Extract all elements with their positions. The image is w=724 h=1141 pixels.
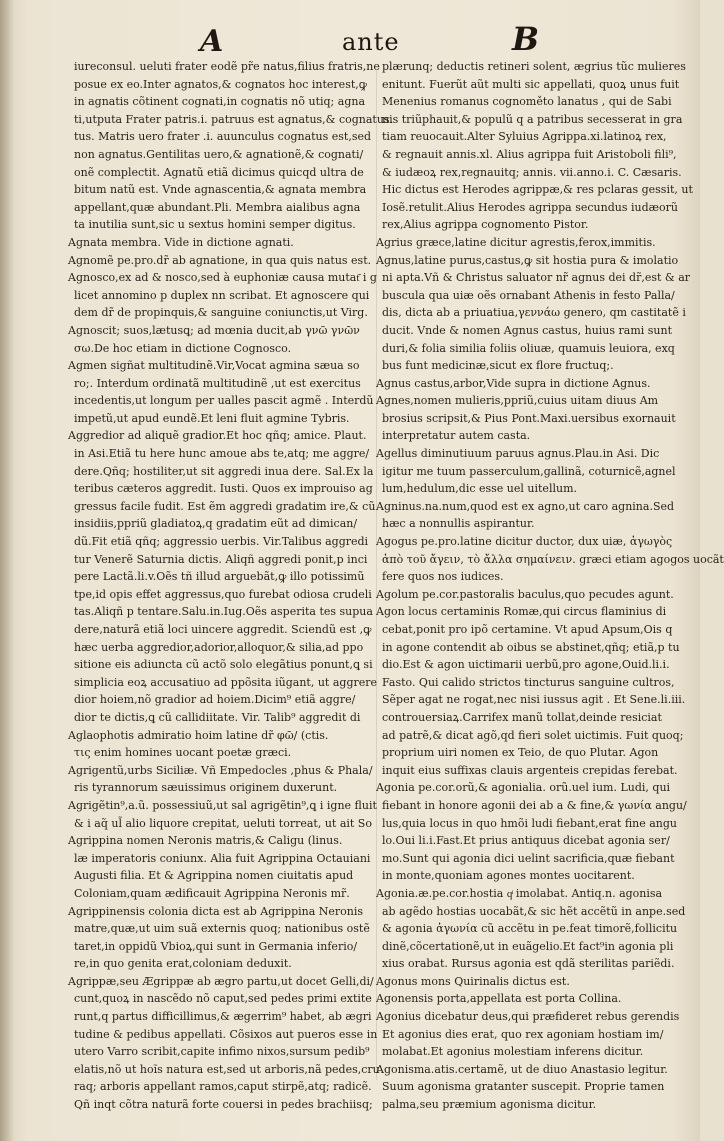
text-line: Agonia pe.cor.orũ,& agonialia. orũ.uel ium. Ludi, qui [376,781,671,795]
text-line: Et agonius dies erat, quo rex agoniam hostiam im/ [382,1027,664,1041]
text-line: matre,quæ,ut uim suã externis quoq; nationibus ostẽ [74,922,370,936]
text-line: & iudæoꝝ rex,regnauitq; annis. vii.anno.i. C. Cæsaris. [382,165,682,179]
text-line: bus funt medicinæ,sicut ex flore fructuq;. [382,359,614,373]
text-line: raq; arboris appellant ramos,caput stirpẽ,atq; radicẽ. [74,1080,372,1094]
text-line: enitunt. Fuerũt aũt multi sic appellati, quoꝝ unus fuit [382,77,680,91]
text-line: ἀπὸ τοῦ ἄγειν, τὸ ἄλλα σημαίνειν. græci etiam agogos uocãt [382,552,724,566]
text-line: taret,in oppidũ Vbioꝝ,qui sunt in Germania inferio/ [74,939,358,953]
text-line: brosius scripsit,& Pius Pont.Maxi.uersibus exornauit [382,411,676,425]
text-line: in agone contendit ab oibus se abstinet,qñq; etiã,p tu [382,640,680,654]
text-line: sitione eis adiuncta cũ actõ solo elegãtius ponunt,ꝗ si [74,658,373,672]
text-line: Agellus diminutiuum paruus agnus.Plau.in Asi. Dic [376,447,660,461]
text-line: cebat,ponit pro ipõ certamine. Vt apud Apsum,Ois q [382,623,673,636]
text-line: Iosẽ.retulit.Alius Herodes agrippa secundus iudæorũ [382,200,678,214]
text-line: runt,q partus difficillimus,& ægerrim⁹ habet, ab ægri [74,1010,372,1024]
text-line: duri,& folia similia foliis oliuæ, quamuis leuiora, exq [382,341,675,355]
text-line: Aggredior ad aliquẽ gradior.Et hoc qñq; amice. Plaut. [68,429,367,443]
text-line: utero Varro scribit,capite infimo nixos,sursum pedib⁹ [74,1045,370,1059]
text-line: ro;. Interdum ordinatã multitudinẽ ,ut est exercitus [74,376,361,390]
column-divider [376,70,377,1080]
text-line: dior hoiem,nõ gradior ad hoiem.Dicim⁹ etiã aggre/ [74,693,356,707]
text-line: ab agẽdo hostias uocabãt,& sic hẽt accẽtũ in anpe.sed [382,904,686,918]
text-line: cunt,quoꝝ in nascẽdo nõ caput,sed pedes primi extite [74,992,372,1006]
text-line: proprium uiri nomen ex Teio, de quo Plutar. Agon [382,746,659,760]
text-line: dis, dicta ab a priuatiua,γεννάω genero, qm castitatẽ i [382,306,686,320]
text-line: Agrippinensis colonia dicta est ab Agrippina Neronis [68,904,364,918]
text-line: Agon locus certaminis Romæ,qui circus flaminius di [376,605,667,619]
page-gutter-shadow [0,0,14,1141]
text-line: tudine & pedibus appellati. Cõsixos aut pueros esse in [74,1027,378,1041]
text-line: tas.Aliqñ p tentare.Salu.in.Iug.Oẽs asperita tes supua [74,605,373,619]
text-line: dio.Est & agon uictimarii uerbũ,pro agone,Ouid.li.i. [382,658,670,672]
text-line: Agninus.na.num,quod est ex agno,ut caro agnina.Sed [376,499,675,513]
text-line: inquit eius suffixas clauis argenteis crepidas ferebat. [382,763,678,777]
text-line: Agmen sigñat multitudinẽ.Vir,Vocat agmina sæua so [68,359,360,373]
text-line: simplicia eoꝝ accusatiuo ad ppõsita iũgant, ut aggrere [74,675,378,689]
text-line: Agonia.æ.pe.cor.hostia qͥ imolabat. Antiq.n. agonisa [376,886,663,900]
text-line: læ imperatoris coniunx. Alia fuit Agrippina Octauiani [74,851,371,865]
text-line: Agonisma.atis.certamẽ, ut de diuo Anastasio legitur. [376,1062,668,1076]
text-line: onẽ complectit. Agnatũ etiã dicimus quicqd ultra de [74,165,364,179]
text-line: fere quos nos iudices. [382,570,504,584]
text-line: Agonius dicebatur deus,qui præfideret rebus gerendis [376,1010,680,1024]
text-line: ducit. Vnde & nomen Agnus castus, huius rami sunt [382,323,673,337]
text-line: hæc uerba aggredior,adorior,alloquor,& silia,ad ppo [74,640,364,654]
text-line: & regnauit annis.xl. Alius agrippa fuit Aristoboli fili⁹, [382,147,677,161]
text-line: dere,naturã etiã loci uincere aggredit. Sciendũ est ,ꝙ [74,623,372,636]
text-line: in monte,quoniam agones montes uocitarent. [382,869,635,883]
text-line: iureconsul. ueluti frater eodẽ pr̃e natus,filius fratris,ne [74,60,380,73]
text-line: rex,Alius agrippa cognomento Pistor. [382,218,589,232]
text-line: Agnus,latine purus,castus,ꝙ sit hostia pura & imolatio [376,253,679,267]
text-line: xius orabat. Rursus agonia est qdã sterilitas pariẽdi. [382,957,675,971]
text-line: Agrippæ,seu Ægrippæ ab ægro partu,ut docet Gelli,di/ [68,974,374,988]
text-line: in Asi.Etiã tu here hunc amoue abs te,atq; me aggre/ [74,447,370,461]
text-line: Coloniam,quam ædificauit Agrippina Neronis mr̃. [74,886,350,900]
text-line: molabat.Et agonius molestiam inferens dicitur. [382,1045,644,1059]
text-line: igitur me tuum passerculum,gallinã, coturnicẽ,agnel [382,464,676,478]
text-line: licet annomino p duplex nn scribat. Et agnoscere qui [74,288,370,302]
text-line: Agrigẽtin⁹,a.ũ. possessiuũ,ut sal agrigẽtin⁹,ꝗ i igne fluit [68,798,377,812]
text-line: palma,seu præmium agonisma dicitur. [382,1098,597,1112]
text-line: tus. Matris uero frater .i. auunculus cognatus est,sed [74,130,372,144]
text-line: interpretatur autem casta. [382,429,531,443]
text-line: Agnosco,ex ad & nosco,sed à euphoniæ causa mutat͂ i g [68,271,377,285]
text-line: Agnata membra. Vide in dictione agnati. [68,235,294,249]
text-line: tiam reuocauit.Alter Syluius Agrippa.xi.latinoꝝ rex, [382,130,667,144]
text-line: & i aq̃ ul̃ alio liquore crepitat, ueluti torreat, ut ait So [74,816,372,830]
text-line: Hic dictus est Herodes agrippæ,& res pclaras gessit, ut [382,183,693,197]
text-line: Aglaophotis admiratio hoim latine dr̃ φῶ/ (ctis. [68,728,329,742]
text-line: Agolum pe.cor.pastoralis baculus,quo pecudes agunt. [376,587,674,601]
text-line: dere.Qñq; hostiliter,ut sit aggredi inua dere. Sal.Ex la [74,464,374,478]
text-line: Suum agonisma gratanter suscepit. Proprie tamen [382,1080,665,1094]
header-running-head: ante [342,28,400,56]
text-line: mo.Sunt qui agonia dici uelint sacrificia,quæ fiebant [382,851,675,865]
text-line: elatis,nõ ut hoĩs natura est,sed ut arboris,nã pedes,cru [74,1062,380,1076]
text-line: Agonensis porta,appellata est porta Collina. [376,992,622,1006]
text-line: Agnomẽ pe.pro.dr̃ ab agnatione, in qua quis natus est. [68,253,372,267]
text-line: & agonia ἀγωνία cũ accẽtu in pe.feat timorẽ,follicitu [382,922,678,936]
header-left-letter: A [200,24,224,59]
text-line: Agrius græce,latine dicitur agrestis,ferox,immitis. [376,235,656,249]
header-right-letter: B [512,20,540,58]
text-line: buscula qua uiæ oẽs ornabant Athenis in festo Palla/ [382,288,675,302]
text-line: Agnes,nomen mulieris,ppriũ,cuius uitam diuus Am [376,394,659,408]
text-line: lus,quia locus in quo hmõi ludi fiebant,erat fine angu [382,816,678,830]
text-line: τις enim homines uocant poetæ græci. [74,746,292,760]
text-line: dior te dictis,ꝗ cũ callidiitate. Vir. Talib⁹ aggredit di [74,710,361,724]
text-line: teribus cæteros aggredit. Iusti. Quos ex improuiso ag [74,482,373,496]
right-text-column [376,58,724,1114]
text-line: tpe,id opis effet aggressus,quo furebat odiosa crudeli [74,587,372,601]
text-line: dũ.Fit etiã qñq; aggressio uerbis. Vir.Talibus aggredi [74,535,369,549]
text-line: ta inutilia sunt,sic u sextus homini semper digitus. [74,218,356,232]
text-line: Agrigentũ,urbs Siciliæ. Vñ Empedocles ,phus & Phala/ [68,763,373,777]
text-line: non agnatus.Gentilitas uero,& agnationẽ,& cognati/ [74,147,364,161]
text-line: fiebant in honore agonii dei ab a & fine,& γωνία angu/ [382,798,687,812]
text-line: σω.De hoc etiam in dictione Cognosco. [74,341,292,355]
text-line: re,in quo genita erat,coloniam deduxit. [74,957,292,971]
text-line: incedentis,ut longum per ualles pascit agmẽ . Interdũ [74,394,374,408]
left-text-column [68,58,394,1114]
text-line: dem dr̃ de propinquis,& sanguine coniunctis,ut Virg. [74,306,368,320]
text-line: appellant,quæ abundant.Pli. Membra aialibus agna [74,200,361,214]
text-line: Agogus pe.pro.latine dicitur ductor, dux uiæ, ἀγωγὸς [376,535,673,549]
text-line: lum,hedulum,dic esse uel uitellum. [382,482,577,496]
text-line: ti,utputa Frater patris.i. patruus est agnatus,& cognatus. [74,112,394,126]
text-line: lo.Oui li.i.Fast.Et prius antiquus dicebat agonia ser/ [382,834,670,848]
text-line: tur Venerẽ Saturnia dictis. Aliqñ aggredi ponit,p inci [74,552,368,566]
text-line: ad patrẽ,& dicat agõ,qd fieri solet uictimis. Fuit quoq; [382,728,684,742]
text-line: hæc a nonnullis aspirantur. [382,517,535,531]
text-line: nis triũphauit,& populũ q a patribus secesserat in gra [382,112,683,126]
text-line: insidiis,ppriũ gladiatoꝝ,q gradatim eũt ad dimican/ [74,517,358,531]
text-line: posue ex eo.Inter agnatos,& cognatos hoc interest,ꝙ [74,77,368,91]
text-line: gressus facile fudit. Est ẽm aggredi gradatim ire,& cũ [74,499,376,513]
text-line: Agnoscit; suos,lætusꝗ; ad mœnia ducit,ab γνῶ γνῶν [68,323,360,337]
text-line: Augusti filia. Et & Agrippina nomen ciuitatis apud [74,869,354,883]
text-line: ris tyrannorum sæuissimus originem duxerunt. [74,781,338,795]
text-line: Fasto. Qui calido strictos tincturus sanguine cultros, [382,675,675,689]
text-line: bitum natũ est. Vnde agnascentia,& agnata membra [74,183,367,197]
text-line: impetũ,ut apud eundẽ.Et leni fluit agmine Tybris. [74,411,350,425]
text-line: ni apta.Vñ & Christus saluator nr̃ agnus dei dr̃,est & ar [382,271,691,285]
text-line: Qñ inqt cõtra naturã forte couersi in pedes brachiisq; [74,1098,373,1112]
text-line: in agnatis cõtinent cognati,in cognatis nõ utiq; agna [74,95,366,109]
text-line: Sẽper agat ne rogat,nec nisi iussus agit . Et Sene.li.iii. [382,693,686,707]
text-line: Menenius romanus cognoměto lanatus , qui de Sabi [382,95,672,109]
text-line: Agrippina nomen Neronis matris,& Caligu (linus. [68,834,343,848]
text-line: Agnus castus,arbor,Vide supra in dictione Agnus. [376,376,651,390]
text-line: pere Lactã.li.v.Oẽs tñ illud arguebãt,ꝙ illo potissimũ [74,570,365,584]
text-line: Agonus mons Quirinalis dictus est. [376,974,570,988]
text-line: dinẽ,cõcertationẽ,ut in euãgelio.Et fact⁹in agonia pli [382,939,674,953]
text-line: controuersiaꝝ.Carrifex manũ tollat,deinde resiciat [382,710,662,724]
text-line: plærunq; deductis retineri solent, ægrius tũc mulieres [382,60,686,73]
